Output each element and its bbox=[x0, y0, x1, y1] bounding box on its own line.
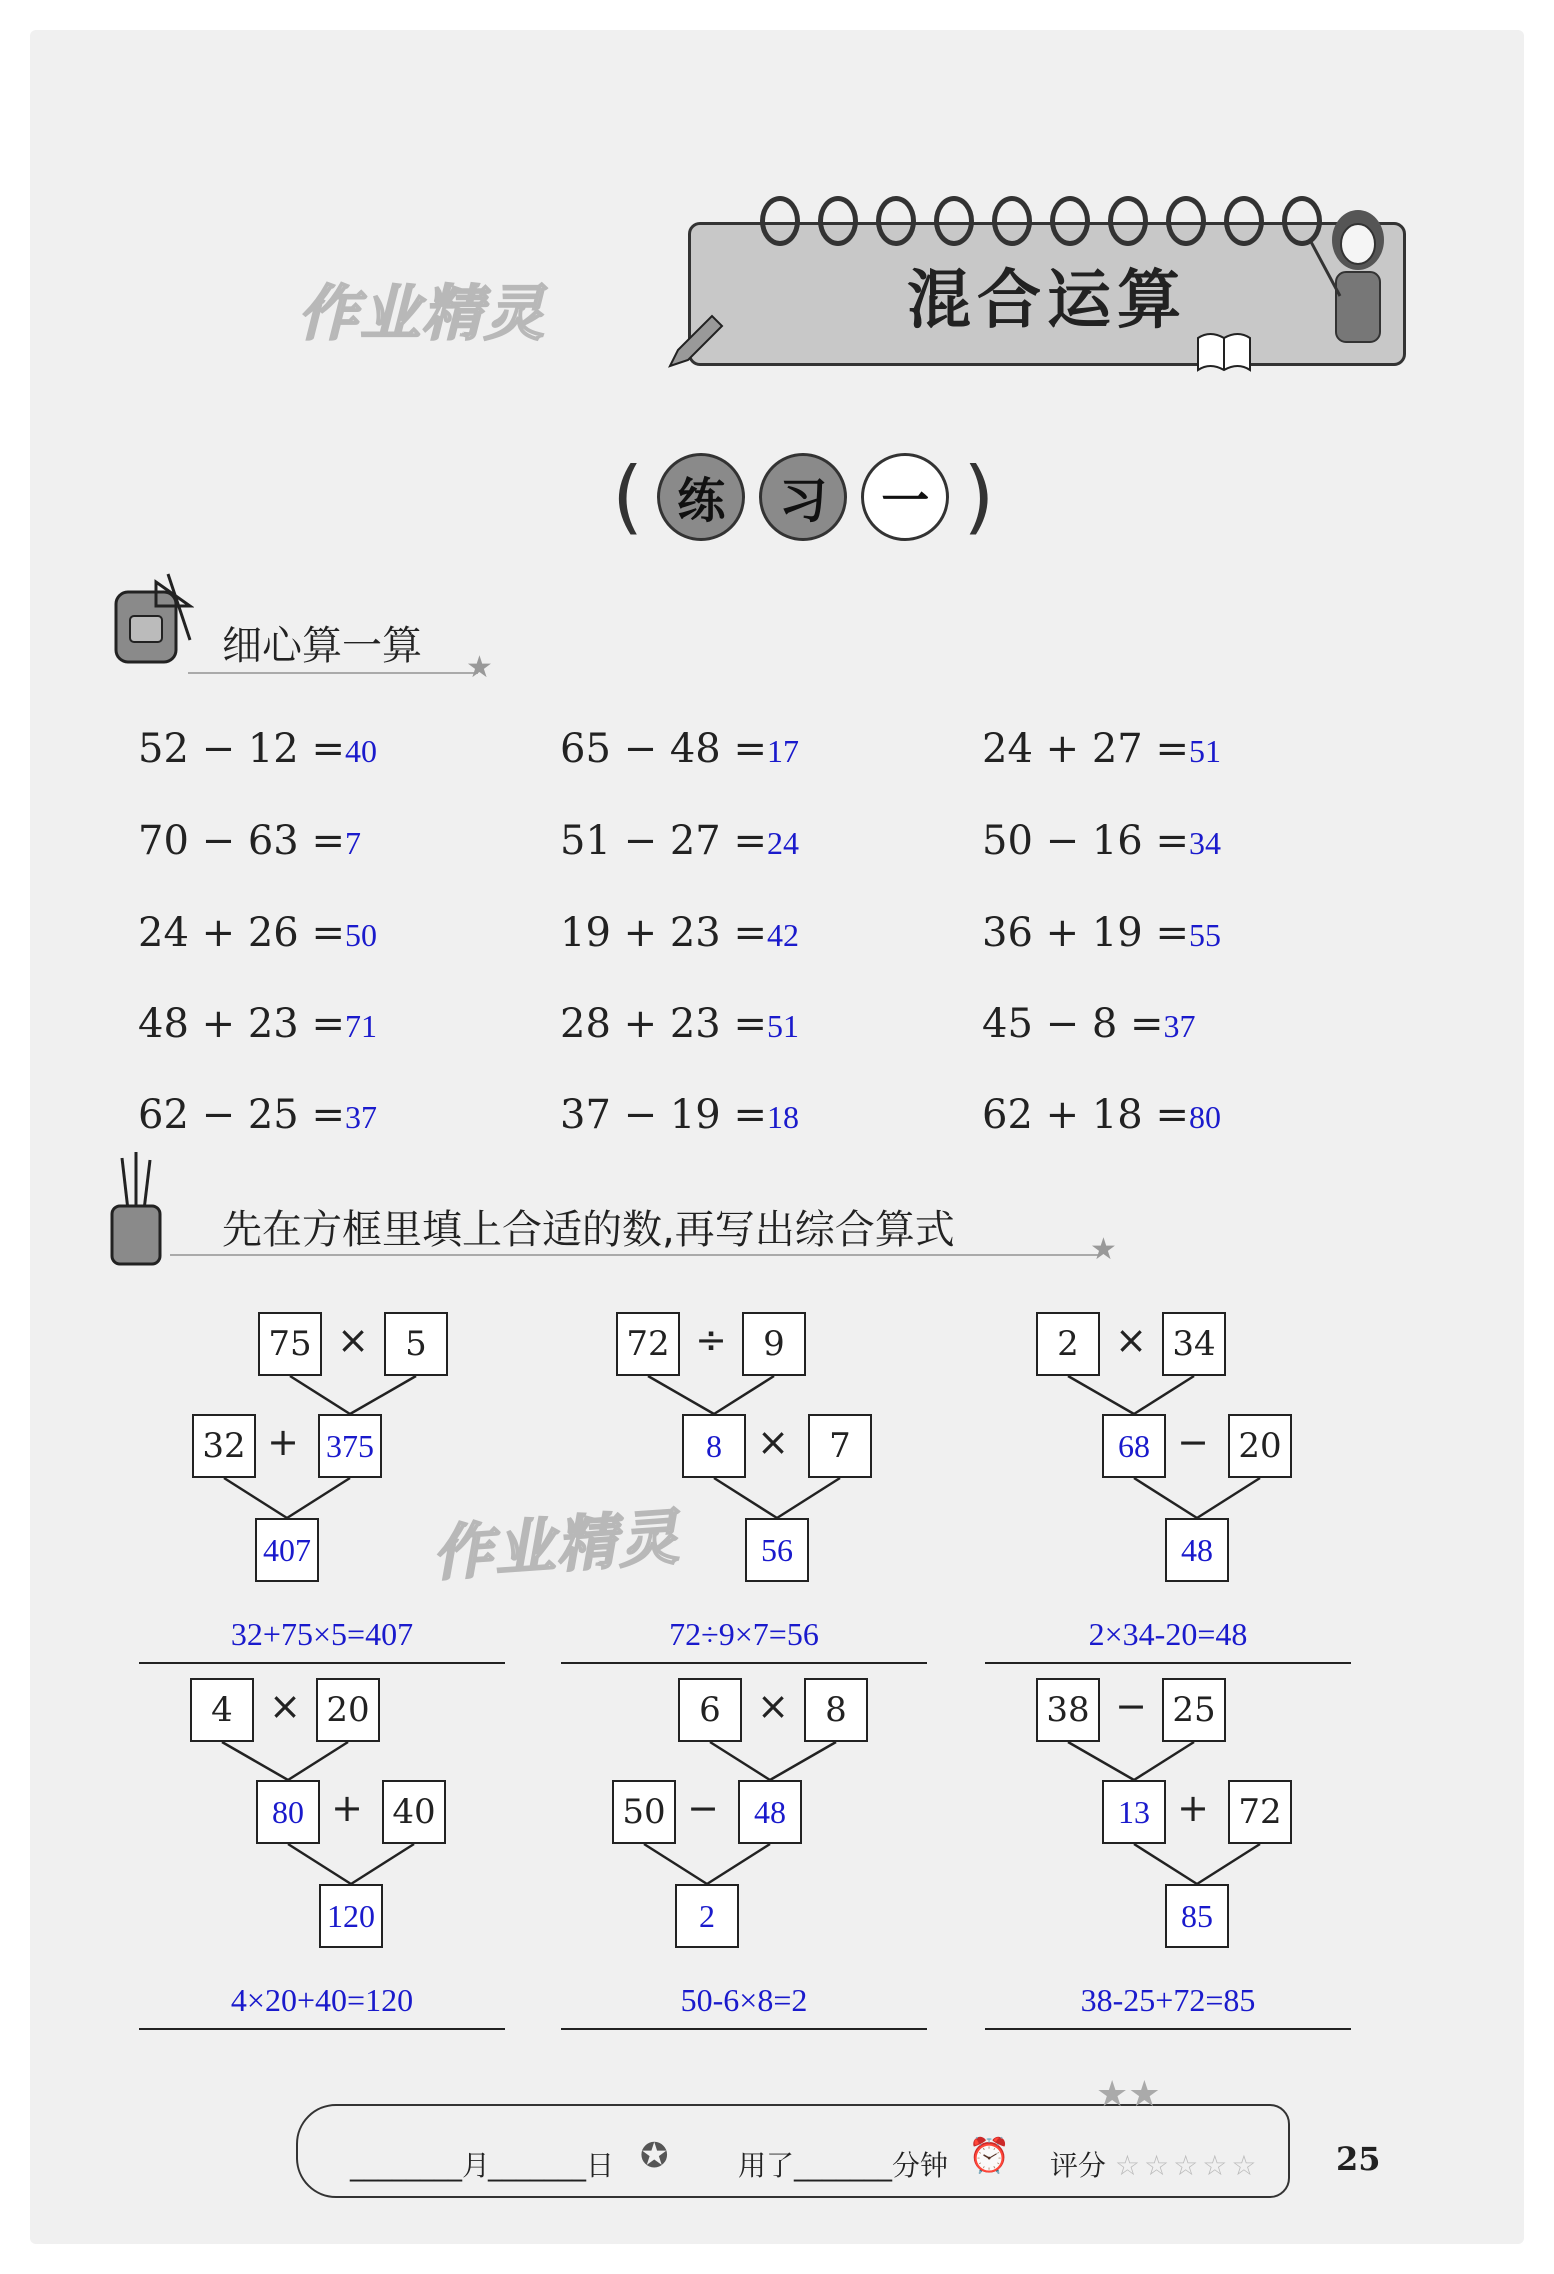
connector-line bbox=[770, 1742, 836, 1780]
connector-line bbox=[290, 1376, 350, 1414]
watermark-middle: 作业精灵 bbox=[430, 1502, 683, 1590]
section2-title: 先在方框里填上合适的数,再写出综合算式 bbox=[222, 1207, 955, 1253]
operator-sign: × bbox=[757, 1684, 789, 1728]
formula-underline bbox=[985, 2028, 1351, 2030]
top-right-box: 34 bbox=[1162, 1312, 1226, 1376]
calc-answer[interactable]: 37 bbox=[1163, 1008, 1196, 1044]
formula-underline bbox=[561, 1662, 927, 1664]
connector-line bbox=[288, 1742, 348, 1780]
formula-underline bbox=[985, 1662, 1351, 1664]
connector-line bbox=[224, 1478, 287, 1518]
bracket-right-icon: ) bbox=[963, 450, 995, 543]
middle-right-box: 40 bbox=[382, 1780, 446, 1844]
footer-month: ________月 bbox=[350, 2149, 491, 2182]
calc-answer[interactable]: 37 bbox=[344, 1099, 377, 1135]
middle-left-box[interactable]: 13 bbox=[1102, 1780, 1166, 1844]
connector-line bbox=[777, 1478, 840, 1518]
combined-formula[interactable]: 72÷9×7=56 bbox=[669, 1616, 819, 1652]
calc-expression: 70 − 63 = bbox=[138, 818, 345, 864]
calc-expression: 62 + 18 = bbox=[982, 1092, 1189, 1138]
calc-answer[interactable]: 40 bbox=[344, 733, 377, 769]
middle-left-box: 32 bbox=[192, 1414, 256, 1478]
page-title: 混合运算 bbox=[907, 264, 1187, 338]
result-box[interactable]: 85 bbox=[1165, 1884, 1229, 1948]
connector-line bbox=[351, 1844, 414, 1884]
operator-sign: × bbox=[1115, 1318, 1147, 1362]
page-number: 25 bbox=[1336, 2140, 1381, 2178]
connector-line bbox=[1134, 1844, 1197, 1884]
calc-expression: 36 + 19 = bbox=[982, 910, 1189, 956]
calc-expression: 28 + 23 = bbox=[560, 1001, 767, 1047]
footer-time-used: 用了_______分钟 bbox=[738, 2149, 949, 2182]
section1-title: 细心算一算 bbox=[222, 623, 422, 669]
connector-line bbox=[1134, 1742, 1194, 1780]
combined-formula[interactable]: 50-6×8=2 bbox=[680, 1982, 808, 2018]
connector-line bbox=[648, 1376, 714, 1414]
result-box[interactable]: 407 bbox=[255, 1518, 319, 1582]
rating-stars-icon: ☆☆☆☆☆ bbox=[1114, 2149, 1261, 2182]
connector-line bbox=[288, 1844, 351, 1884]
top-right-box: 20 bbox=[316, 1678, 380, 1742]
middle-right-box: 20 bbox=[1228, 1414, 1292, 1478]
operator-sign: − bbox=[1177, 1420, 1209, 1464]
result-box[interactable]: 48 bbox=[1165, 1518, 1229, 1582]
operator-sign: − bbox=[687, 1786, 719, 1830]
connector-line bbox=[1134, 1478, 1197, 1518]
top-left-box: 72 bbox=[616, 1312, 680, 1376]
top-right-box: 9 bbox=[742, 1312, 806, 1376]
top-right-box: 5 bbox=[384, 1312, 448, 1376]
top-right-box: 25 bbox=[1162, 1678, 1226, 1742]
connector-line bbox=[710, 1742, 770, 1780]
calc-answer[interactable]: 55 bbox=[1188, 917, 1221, 953]
calc-answer[interactable]: 51 bbox=[1188, 733, 1221, 769]
calc-expression: 62 − 25 = bbox=[138, 1092, 345, 1138]
calc-answer[interactable]: 71 bbox=[344, 1008, 377, 1044]
combined-formula[interactable]: 38-25+72=85 bbox=[1080, 1982, 1256, 2018]
calc-answer[interactable]: 7 bbox=[344, 825, 361, 861]
calc-expression: 24 + 27 = bbox=[982, 726, 1189, 772]
calc-expression: 65 − 48 = bbox=[560, 726, 767, 772]
formula-underline bbox=[139, 2028, 505, 2030]
top-left-box: 75 bbox=[258, 1312, 322, 1376]
calc-answer[interactable]: 50 bbox=[344, 917, 377, 953]
badge-lian: 练 bbox=[657, 453, 745, 541]
result-box[interactable]: 2 bbox=[675, 1884, 739, 1948]
middle-right-box: 72 bbox=[1228, 1780, 1292, 1844]
bracket-left-icon: ( bbox=[612, 450, 644, 543]
middle-right-box: 7 bbox=[808, 1414, 872, 1478]
connector-line bbox=[1197, 1478, 1260, 1518]
footer-score: 评分 ☆☆☆☆☆ bbox=[1050, 2149, 1261, 2182]
top-left-box: 2 bbox=[1036, 1312, 1100, 1376]
badge-xi: 习 bbox=[759, 453, 847, 541]
middle-left-box[interactable]: 80 bbox=[256, 1780, 320, 1844]
connector-line bbox=[707, 1844, 770, 1884]
star-icon: ★ bbox=[1090, 1232, 1117, 1267]
connector-line bbox=[1068, 1376, 1134, 1414]
middle-right-box[interactable]: 375 bbox=[318, 1414, 382, 1478]
calc-answer[interactable]: 42 bbox=[766, 917, 799, 953]
calc-answer[interactable]: 51 bbox=[766, 1008, 799, 1044]
middle-right-box[interactable]: 48 bbox=[738, 1780, 802, 1844]
operator-sign: + bbox=[267, 1420, 299, 1464]
result-box[interactable]: 120 bbox=[319, 1884, 383, 1948]
combined-formula[interactable]: 4×20+40=120 bbox=[230, 1982, 414, 2018]
calc-expression: 19 + 23 = bbox=[560, 910, 767, 956]
operator-sign: + bbox=[331, 1786, 363, 1830]
connector-line bbox=[222, 1742, 288, 1780]
top-right-box: 8 bbox=[804, 1678, 868, 1742]
top-left-box: 38 bbox=[1036, 1678, 1100, 1742]
calc-expression: 51 − 27 = bbox=[560, 818, 767, 864]
badge-yi: 一 bbox=[861, 453, 949, 541]
calc-expression: 50 − 16 = bbox=[982, 818, 1189, 864]
middle-left-box[interactable]: 68 bbox=[1102, 1414, 1166, 1478]
award-icon: ✪ bbox=[640, 2136, 669, 2176]
middle-left-box: 50 bbox=[612, 1780, 676, 1844]
operator-sign: − bbox=[1115, 1684, 1147, 1728]
calc-expression: 48 + 23 = bbox=[138, 1001, 345, 1047]
connector-line bbox=[1134, 1376, 1194, 1414]
decor-stars-icon: ★★ bbox=[1096, 2074, 1161, 2115]
footer-day: _______日 bbox=[488, 2149, 615, 2182]
alarm-clock-icon: ⏰ bbox=[968, 2136, 1011, 2176]
connector-line bbox=[714, 1478, 777, 1518]
calc-expression: 24 + 26 = bbox=[138, 910, 345, 956]
combined-formula[interactable]: 2×34-20=48 bbox=[1088, 1616, 1248, 1652]
calc-expression: 52 − 12 = bbox=[138, 726, 345, 772]
middle-left-box[interactable]: 8 bbox=[682, 1414, 746, 1478]
calc-answer[interactable]: 24 bbox=[766, 825, 799, 861]
combined-formula[interactable]: 32+75×5=407 bbox=[230, 1616, 414, 1652]
operator-sign: × bbox=[337, 1318, 369, 1362]
connector-line bbox=[1197, 1844, 1260, 1884]
calc-answer[interactable]: 18 bbox=[766, 1099, 799, 1135]
formula-underline bbox=[139, 1662, 505, 1664]
connector-line bbox=[1068, 1742, 1134, 1780]
calc-answer[interactable]: 17 bbox=[766, 733, 799, 769]
watermark-top: 作业精灵 bbox=[298, 279, 546, 349]
calc-expression: 45 − 8 = bbox=[982, 1001, 1164, 1047]
operator-sign: + bbox=[1177, 1786, 1209, 1830]
operator-sign: × bbox=[269, 1684, 301, 1728]
formula-underline bbox=[561, 2028, 927, 2030]
star-icon: ★ bbox=[466, 650, 493, 685]
calc-answer[interactable]: 34 bbox=[1188, 825, 1221, 861]
connector-line bbox=[644, 1844, 707, 1884]
connector-line bbox=[714, 1376, 774, 1414]
top-left-box: 6 bbox=[678, 1678, 742, 1742]
connector-line bbox=[350, 1376, 416, 1414]
calc-answer[interactable]: 80 bbox=[1188, 1099, 1221, 1135]
top-left-box: 4 bbox=[190, 1678, 254, 1742]
calc-expression: 37 − 19 = bbox=[560, 1092, 767, 1138]
operator-sign: × bbox=[757, 1420, 789, 1464]
connector-line bbox=[287, 1478, 350, 1518]
result-box[interactable]: 56 bbox=[745, 1518, 809, 1582]
operator-sign: ÷ bbox=[695, 1318, 727, 1362]
